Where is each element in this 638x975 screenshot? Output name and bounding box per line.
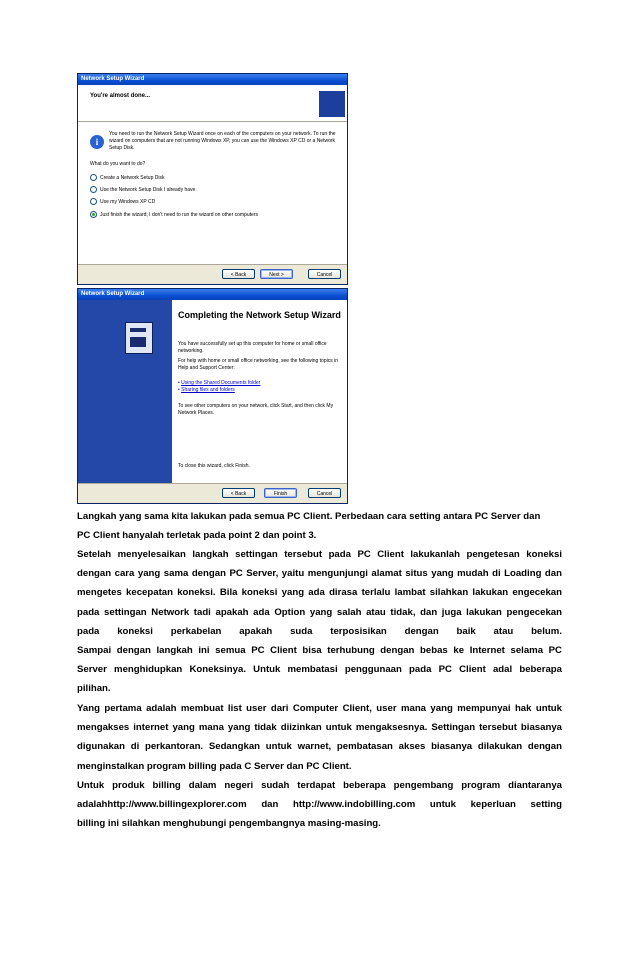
radio-icon[interactable] xyxy=(90,198,97,205)
wizard1-button-bar xyxy=(78,264,347,284)
network-computer-icon xyxy=(125,322,153,354)
link-sharing-files[interactable]: • Sharing files and folders xyxy=(178,387,235,393)
wizard2-content xyxy=(172,300,347,484)
cancel-button[interactable]: Cancel xyxy=(308,269,341,279)
wizard2-title: Completing the Network Setup Wizard xyxy=(178,310,341,320)
wizard1-info-text: You need to run the Network Setup Wizard once on each of the computers on your network. To run the wizard on computers that are not running Windows XP, you can use the Windows XP CD or a Network Setup Disk. xyxy=(109,131,336,151)
back-button[interactable]: < Back xyxy=(222,269,255,279)
wizard1-question: What do you want to do? xyxy=(90,161,146,167)
paragraph-3: Yang pertama adalah membuat list user dari Computer Client, user mana yang mempunyai hak untuk mengakses internet yang mana yang tidak diizinkan untuk mengaksesnya. Settingan tersebut biasanya digunakan di perkantoran. Sedangkan untuk warnet, pembatasan akses biasanya dilakukan dengan menginstalkan program billing pada C Server dan PC Client. xyxy=(77,703,562,772)
wizard1-titlebar: Network Setup Wizard xyxy=(78,74,347,85)
wizard2-titlebar: Network Setup Wizard xyxy=(78,289,347,300)
network-computer-icon xyxy=(319,91,345,117)
wizard2-button-bar xyxy=(78,483,347,503)
next-button[interactable]: Next > xyxy=(260,269,293,279)
radio-icon[interactable] xyxy=(90,186,97,193)
wizard1-body xyxy=(78,122,347,284)
back-button[interactable]: < Back xyxy=(222,488,255,498)
network-setup-wizard-almost-done xyxy=(77,73,348,285)
wizard2-network-places-text: To see other computers on your network, click Start, and then click My Network Places. xyxy=(178,403,334,416)
paragraph-4: Untuk produk billing dalam negeri sudah terdapat beberapa pengembang program diantaranya adalahhttp://www.billingexplorer.com dan http://www.indobilling.com untuk keperluan setting billing ini silahkan menghubungi pengembangnya masing-masing. xyxy=(77,780,562,830)
cancel-button[interactable]: Cancel xyxy=(308,488,341,498)
finish-button[interactable]: Finish xyxy=(264,488,297,498)
wizard2-success-text: You have successfully set up this computer for home or small office networking. xyxy=(178,341,327,354)
option-use-xp-cd[interactable]: Use my Windows XP CD xyxy=(90,198,155,206)
radio-icon[interactable] xyxy=(90,174,97,181)
option-just-finish[interactable]: Just finish the wizard; I don't need to run the wizard on other computers xyxy=(90,211,258,219)
option-create-disk[interactable]: Create a Network Setup Disk xyxy=(90,174,164,182)
option-use-existing-disk[interactable]: Use the Network Setup Disk I already have xyxy=(90,186,195,194)
wizard2-side-panel xyxy=(78,300,172,484)
wizard2-close-text: To close this wizard, click Finish. xyxy=(178,463,250,469)
wizard1-header-title: You're almost done... xyxy=(90,93,150,99)
radio-checked-icon[interactable] xyxy=(90,211,97,218)
network-setup-wizard-completing xyxy=(77,288,348,504)
paragraph-1: Langkah yang sama kita lakukan pada semua PC Client. Perbedaan cara setting antara PC Server dan PC Client hanyalah terletak pada point 2 dan point 3. xyxy=(77,511,541,542)
link-shared-documents[interactable]: • Using the Shared Documents folder xyxy=(178,380,261,386)
wizard1-header xyxy=(78,85,347,122)
paragraph-2: Setelah menyelesaikan langkah settingan tersebut pada PC Client lakukanlah pengetesan koneksi dengan cara yang sama dengan PC Server, yaitu mengunjungi alamat situs yang mudah di Loading dan mengetes kecepatan koneksi. Bila koneksi yang ada dirasa terlalu lambat silahkan lakukan engecekan pada settingan Network tadi apakah ada Option yang salah atau tidak, dan juga lakukan pengecekan pada koneksi perkabelan apakah suda terposisikan dengan baik atau belum. Sampai dengan langkah ini semua PC Client bisa terhubung dengan bebas ke Internet selama PC Server menghidupkan Koneksinya. Untuk membatasi penggunaan pada PC Client adal beberapa pilihan. xyxy=(77,549,562,695)
wizard2-help-text: For help with home or small office networking, see the following topics in Help and Support Center: xyxy=(178,358,338,371)
info-icon: i xyxy=(90,135,104,149)
